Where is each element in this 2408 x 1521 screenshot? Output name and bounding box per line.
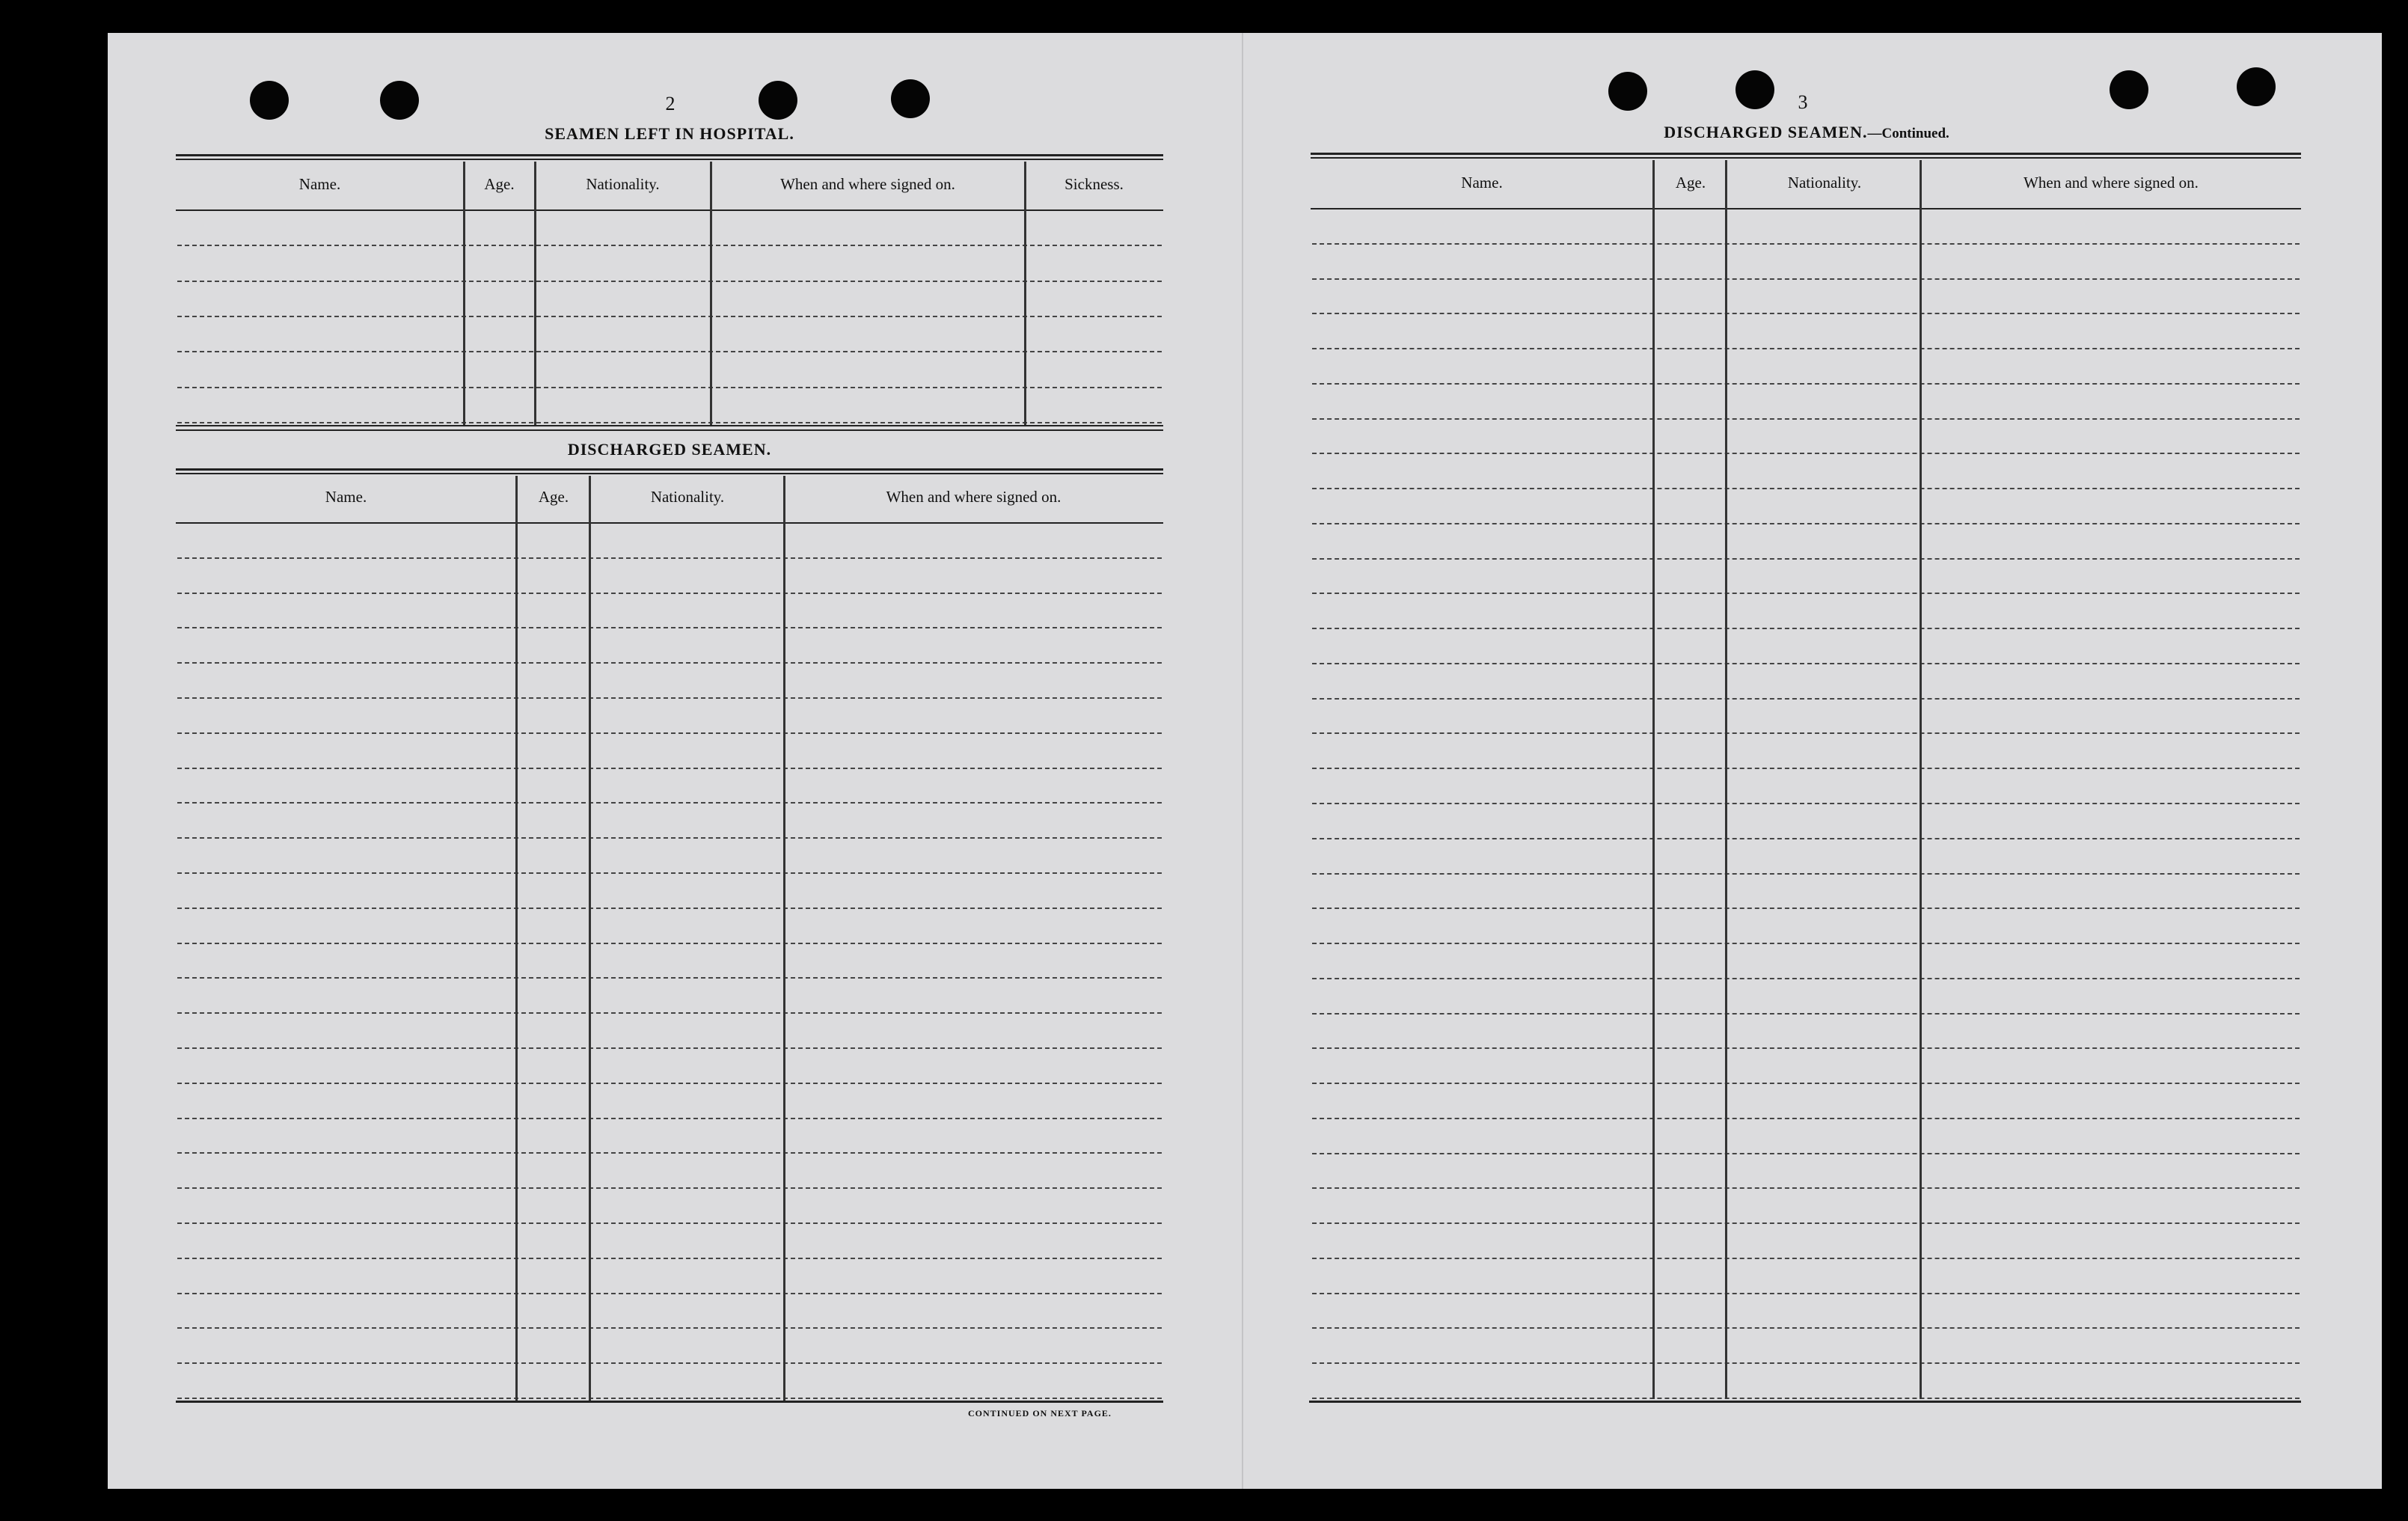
ruled-row-line — [177, 1047, 1162, 1049]
ruled-row-line — [177, 1293, 1162, 1294]
hospital-bottom-rule-2 — [176, 429, 1163, 431]
ruled-row-line — [1312, 943, 2300, 944]
ruled-row-line — [177, 1083, 1162, 1084]
discharged-col-age: Age. — [538, 488, 569, 506]
discharged-col-name: Name. — [325, 488, 367, 506]
ruled-row-line — [1312, 698, 2300, 700]
continued-col-divider — [1725, 160, 1727, 1399]
ruled-row-line — [177, 662, 1162, 664]
ruled-row-line — [1312, 908, 2300, 909]
ruled-row-line — [177, 387, 1162, 388]
ruled-row-line — [1312, 628, 2300, 629]
ruled-row-line — [1312, 1258, 2300, 1259]
ruled-row-line — [177, 768, 1162, 769]
continued-title-suffix: —Continued. — [1867, 126, 1949, 141]
ruled-row-line — [177, 281, 1162, 282]
ruled-row-line — [1312, 732, 2300, 734]
continued-col-nationality: Nationality. — [1787, 174, 1862, 192]
hospital-bottom-rule — [176, 425, 1163, 426]
hospital-top-rule — [176, 154, 1163, 156]
ruled-row-line — [1312, 523, 2300, 524]
continued-col-name: Name. — [1461, 174, 1503, 192]
ruled-row-line — [177, 697, 1162, 699]
ruled-row-line — [1312, 383, 2300, 385]
ruled-row-line — [1312, 663, 2300, 664]
ruled-row-line — [177, 908, 1162, 909]
hospital-section-title: SEAMEN LEFT IN HOSPITAL. — [545, 124, 794, 143]
ruled-row-line — [177, 1152, 1162, 1154]
discharged-header-rule — [176, 522, 1163, 524]
punch-hole — [2110, 70, 2148, 109]
ruled-row-line — [177, 837, 1162, 839]
ruled-row-line — [1312, 558, 2300, 560]
hospital-col-divider — [534, 162, 536, 425]
hospital-col-divider — [463, 162, 465, 425]
punch-hole — [2237, 67, 2276, 106]
punch-hole — [1608, 72, 1647, 111]
ruled-row-line — [177, 802, 1162, 804]
continued-section-title — [1571, 123, 2042, 142]
discharged-top-rule — [176, 468, 1163, 471]
ruled-row-line — [177, 1398, 1162, 1399]
ruled-row-line — [1312, 488, 2300, 489]
ruled-row-line — [1312, 803, 2300, 804]
continued-header-rule — [1311, 208, 2301, 209]
ruled-row-line — [1312, 593, 2300, 594]
hospital-col-signed-on: When and where signed on. — [780, 175, 955, 193]
ruled-row-line — [177, 1362, 1162, 1364]
ruled-row-line — [177, 593, 1162, 594]
ruled-row-line — [177, 732, 1162, 734]
continued-top-rule-2 — [1311, 157, 2301, 159]
ruled-row-line — [177, 977, 1162, 979]
continued-col-age: Age. — [1675, 174, 1706, 192]
discharged-col-nationality: Nationality. — [650, 488, 725, 506]
discharged-col-divider — [515, 476, 518, 1401]
ruled-row-line — [1312, 768, 2300, 769]
hospital-col-sickness: Sickness. — [1064, 175, 1124, 193]
discharged-col-signed-on: When and where signed on. — [886, 488, 1061, 506]
discharged-top-rule-2 — [176, 473, 1163, 474]
continued-col-divider — [1652, 160, 1655, 1399]
ruled-row-line — [1312, 1047, 2300, 1049]
ruled-row-line — [1312, 348, 2300, 349]
continued-bottom-rule — [1309, 1401, 2301, 1403]
hospital-top-rule-2 — [176, 159, 1163, 160]
ruled-row-line — [1312, 243, 2300, 245]
continued-col-divider — [1920, 160, 1922, 1399]
ruled-row-line — [1312, 1083, 2300, 1084]
ruled-row-line — [1312, 453, 2300, 454]
hospital-col-age: Age. — [484, 175, 515, 193]
punch-hole — [250, 81, 289, 120]
ruled-row-line — [1312, 418, 2300, 420]
ruled-row-line — [177, 351, 1162, 352]
ruled-row-line — [177, 1327, 1162, 1329]
discharged-col-divider — [783, 476, 785, 1401]
ruled-row-line — [177, 627, 1162, 628]
hospital-col-nationality: Nationality. — [586, 175, 660, 193]
page-number-left: 2 — [665, 93, 675, 114]
ruled-row-line — [1312, 1293, 2300, 1294]
ruled-row-line — [1312, 1118, 2300, 1119]
hospital-col-name: Name. — [298, 175, 341, 193]
ruled-row-line — [1312, 1187, 2300, 1189]
ruled-row-line — [1312, 313, 2300, 314]
ruled-row-line — [1312, 978, 2300, 979]
ruled-row-line — [1312, 873, 2300, 875]
ruled-row-line — [1312, 838, 2300, 839]
ruled-row-line — [177, 1012, 1162, 1014]
ruled-row-line — [1312, 1222, 2300, 1224]
discharged-col-divider — [589, 476, 591, 1401]
ruled-row-line — [177, 1258, 1162, 1259]
ruled-row-line — [1312, 1398, 2300, 1399]
continued-top-rule — [1311, 153, 2301, 155]
hospital-col-divider — [710, 162, 712, 425]
punch-hole — [891, 79, 930, 118]
ruled-row-line — [1312, 1013, 2300, 1014]
continued-col-signed-on: When and where signed on. — [2023, 174, 2199, 192]
ruled-row-line — [177, 245, 1162, 246]
ruled-row-line — [1312, 1362, 2300, 1364]
punch-hole — [1735, 70, 1774, 109]
ruled-row-line — [1312, 1327, 2300, 1329]
punch-hole — [759, 81, 797, 120]
continued-note: CONTINUED ON NEXT PAGE. — [968, 1408, 1112, 1419]
ruled-row-line — [177, 1222, 1162, 1224]
continued-title-main: DISCHARGED SEAMEN. — [1664, 123, 1868, 141]
ruled-row-line — [177, 557, 1162, 559]
ruled-row-line — [177, 1187, 1162, 1189]
ruled-row-line — [1312, 278, 2300, 280]
ruled-row-line — [177, 943, 1162, 944]
ruled-row-line — [177, 872, 1162, 874]
page-number-right: 3 — [1798, 91, 1808, 113]
hospital-col-divider — [1024, 162, 1026, 425]
ledger-sheet — [108, 33, 2382, 1489]
punch-hole — [380, 81, 419, 120]
ruled-row-line — [177, 1118, 1162, 1119]
discharged-section-title: DISCHARGED SEAMEN. — [567, 440, 772, 459]
discharged-bottom-rule — [176, 1401, 1163, 1403]
ruled-row-line — [177, 422, 1162, 423]
center-fold — [1242, 33, 1243, 1489]
ruled-row-line — [1312, 1153, 2300, 1154]
ruled-row-line — [177, 316, 1162, 317]
hospital-header-rule — [176, 209, 1163, 211]
